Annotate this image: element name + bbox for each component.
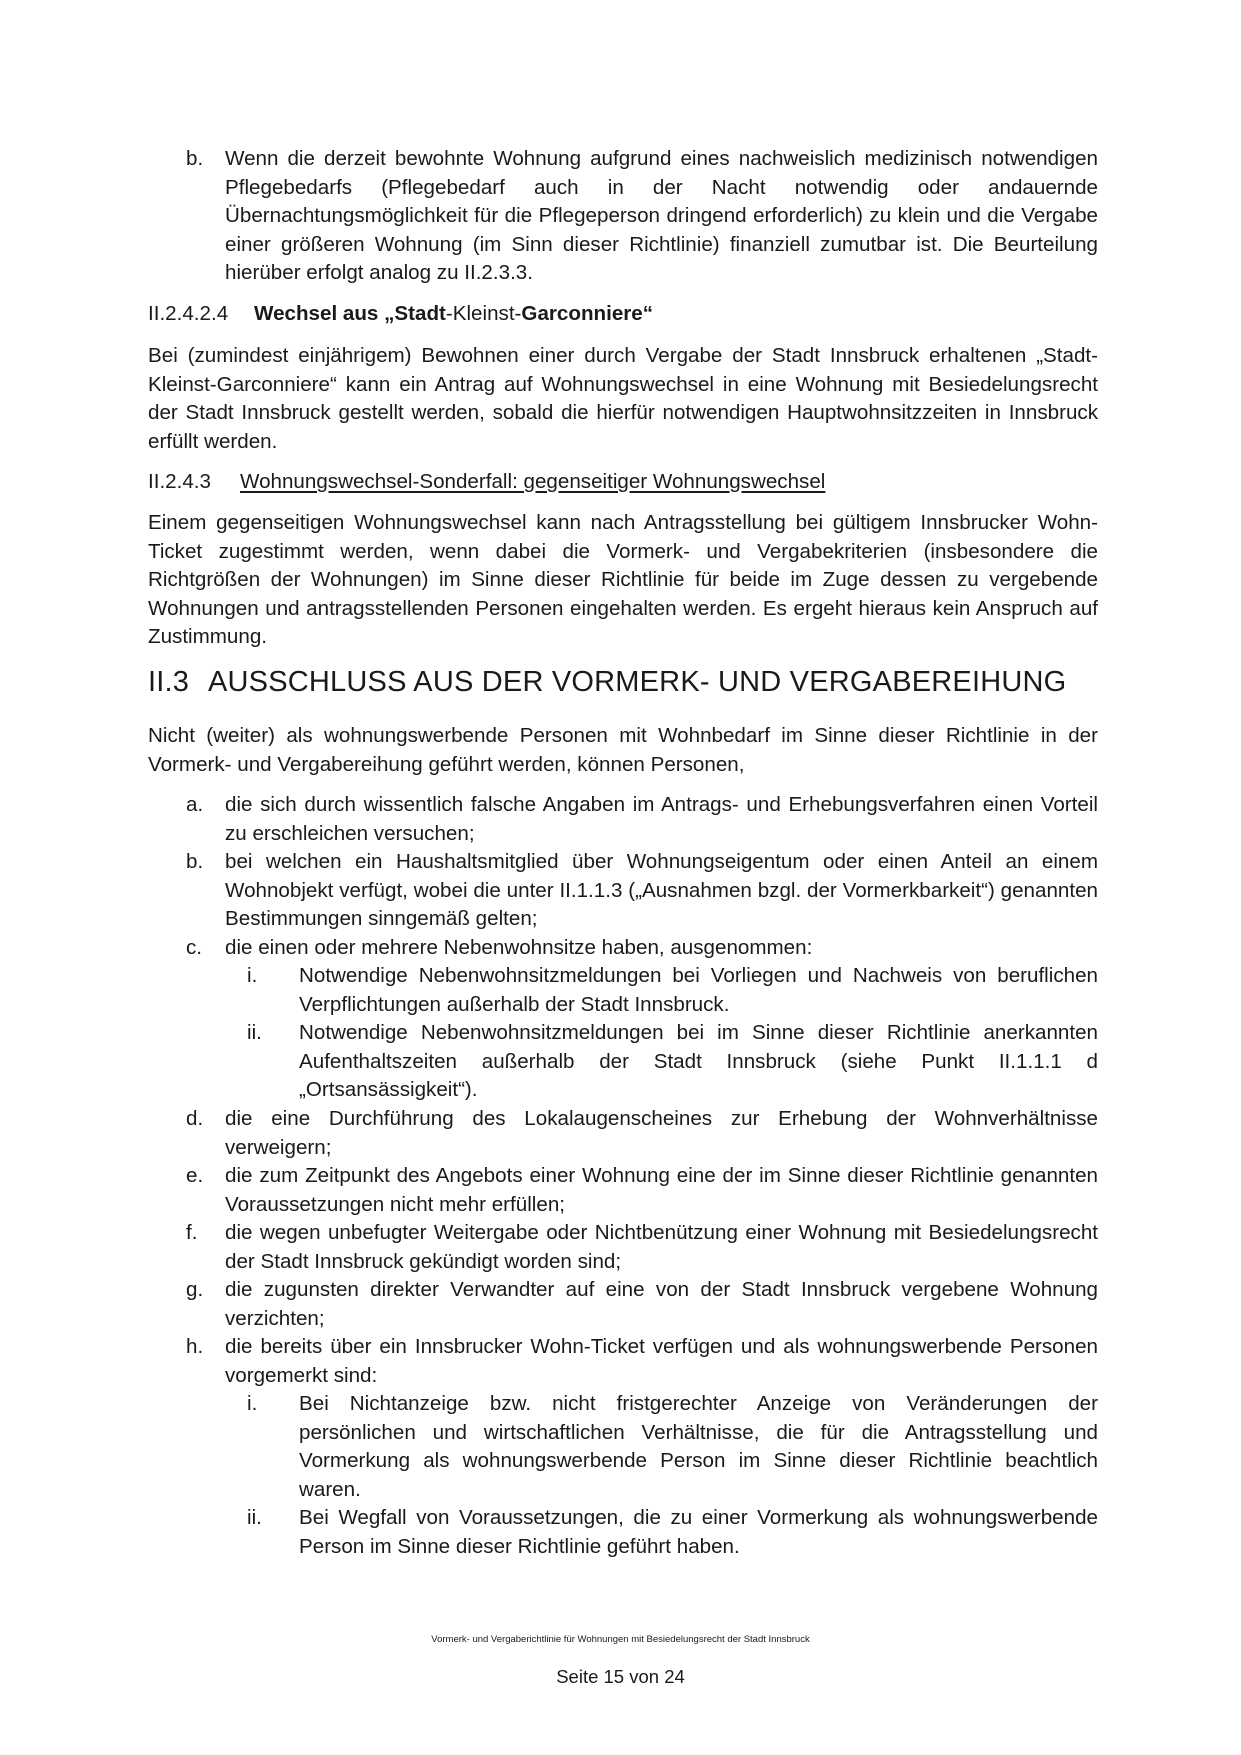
list-item-text: bei welchen ein Haushaltsmitglied über Wohnungseigentum oder einen Anteil an einem Wohnobjekt verfügt, wobei die unter II.1.1.3 („Ausnahmen bzgl. der Vormerkbarkeit“) genannten Bestimmungen sinngemäß gelten;	[225, 850, 1098, 930]
subsection-number: II.2.4.2.4	[148, 302, 229, 325]
list-item-text: die sich durch wissentlich falsche Angaben im Antrags- und Erhebungsverfahren einen Vorteil zu erschleichen versuchen;	[225, 793, 1098, 845]
list-marker: a.	[186, 793, 204, 816]
list-item-text: die eine Durchführung des Lokalaugenscheines zur Erhebung der Wohnverhältnisse verweigern;	[225, 1107, 1098, 1159]
subsection-title-part3: Garconniere“	[521, 302, 654, 325]
list-item-text: die wegen unbefugter Weitergabe oder Nichtbenützung einer Wohnung mit Besiedelungsrecht der Stadt Innsbruck gekündigt worden sind;	[225, 1221, 1098, 1273]
section-title: AUSSCHLUSS AUS DER VORMERK- UND VERGABEREIHUNG	[208, 666, 1067, 698]
subsection-title: Wohnungswechsel-Sonderfall: gegenseitiger Wohnungswechsel	[240, 470, 826, 493]
subsection-title-part2: -Kleinst-	[445, 302, 522, 325]
subsection-heading-243	[148, 468, 825, 497]
list-item-text: die bereits über ein Innsbrucker Wohn-Ticket verfügen und als wohnungswerbende Personen vorgemerkt sind:	[225, 1335, 1098, 1387]
list-marker: b.	[186, 147, 204, 170]
list-item-text: die zugunsten direkter Verwandter auf eine von der Stadt Innsbruck vergebene Wohnung verzichten;	[225, 1278, 1098, 1330]
list-marker: b.	[186, 850, 204, 873]
sublist-marker: i.	[247, 1392, 258, 1415]
list-item-text: Wenn die derzeit bewohnte Wohnung aufgrund eines nachweislich medizinisch notwendigen Pflegebedarfs (Pflegebedarf auch in der Nacht notwendig oder andauernde Übernachtungsmöglichkeit für die Pflegeperson dringend erforderlich) zu klein und die Vergabe einer größeren Wohnung (im Sinn dieser Richtlinie) finanziell zumutbar ist. Die Beurteilung hierüber erfolgt analog zu II.2.3.3.	[225, 147, 1098, 284]
page-number: Seite 15 von 24	[556, 1666, 685, 1687]
paragraph: Einem gegenseitigen Wohnungswechsel kann nach Antragsstellung bei gültigem Innsbrucker Wohn-Ticket zugestimmt werden, wenn dabei die Vormerk- und Vergabekriterien (insbesondere die Richtgrößen der Wohnungen) im Sinne dieser Richtlinie für beide im Zuge dessen zu vergebende Wohnungen und antragsstellenden Personen eingehalten werden. Es ergeht hieraus kein Anspruch auf Zustimmung.	[148, 511, 1098, 648]
list-item-text: die einen oder mehrere Nebenwohnsitze haben, ausgenommen:	[225, 936, 813, 959]
subsection-number: II.2.4.3	[148, 470, 211, 493]
list-marker: d.	[186, 1107, 204, 1130]
list-marker: e.	[186, 1164, 204, 1187]
section-number: II.3	[148, 666, 190, 698]
sublist-item-text: Notwendige Nebenwohnsitzmeldungen bei im Sinne dieser Richtlinie anerkannten Aufenthaltszeiten außerhalb der Stadt Innsbruck (siehe Punkt II.1.1.1 d „Ortsansässigkeit“).	[299, 1021, 1098, 1101]
sublist-marker: ii.	[247, 1021, 262, 1044]
list-item-text: die zum Zeitpunkt des Angebots einer Wohnung eine der im Sinne dieser Richtlinie genannten Voraussetzungen nicht mehr erfüllen;	[225, 1164, 1098, 1216]
section-heading-ii3	[148, 664, 1066, 700]
subsection-title-part1: Wechsel aus „Stadt	[254, 302, 446, 325]
sublist-marker: i.	[247, 964, 258, 987]
paragraph: Bei (zumindest einjährigem) Bewohnen einer durch Vergabe der Stadt Innsbruck erhaltenen „Stadt-Kleinst-Garconniere“ kann ein Antrag auf Wohnungswechsel in eine Wohnung mit Besiedelungsrecht der Stadt Innsbruck gestellt werden, sobald die hierfür notwendigen Hauptwohnsitzzeiten in Innsbruck erfüllt werden.	[148, 344, 1098, 453]
sublist-item-text: Notwendige Nebenwohnsitzmeldungen bei Vorliegen und Nachweis von beruflichen Verpflichtungen außerhalb der Stadt Innsbruck.	[299, 964, 1098, 1016]
sublist-item-text: Bei Wegfall von Voraussetzungen, die zu einer Vormerkung als wohnungswerbende Person im Sinne dieser Richtlinie geführt haben.	[299, 1506, 1098, 1558]
list-marker: h.	[186, 1335, 204, 1358]
sublist-item-text: Bei Nichtanzeige bzw. nicht fristgerechter Anzeige von Veränderungen der persönlichen und wirtschaftlichen Verhältnisse, die für die Antragsstellung und Vormerkung als wohnungswerbende Person im Sinne dieser Richtlinie beachtlich waren.	[299, 1392, 1098, 1501]
list-marker: f.	[186, 1221, 198, 1244]
sublist-marker: ii.	[247, 1506, 262, 1529]
list-marker: c.	[186, 936, 203, 959]
subsection-heading-2424	[148, 300, 653, 329]
list-marker: g.	[186, 1278, 204, 1301]
paragraph-intro: Nicht (weiter) als wohnungswerbende Personen mit Wohnbedarf im Sinne dieser Richtlinie in der Vormerk- und Vergabereihung geführt werden, können Personen,	[148, 724, 1098, 776]
footer-title: Vormerk- und Vergaberichtlinie für Wohnungen mit Besiedelungsrecht der Stadt Innsbruck	[431, 1634, 810, 1645]
